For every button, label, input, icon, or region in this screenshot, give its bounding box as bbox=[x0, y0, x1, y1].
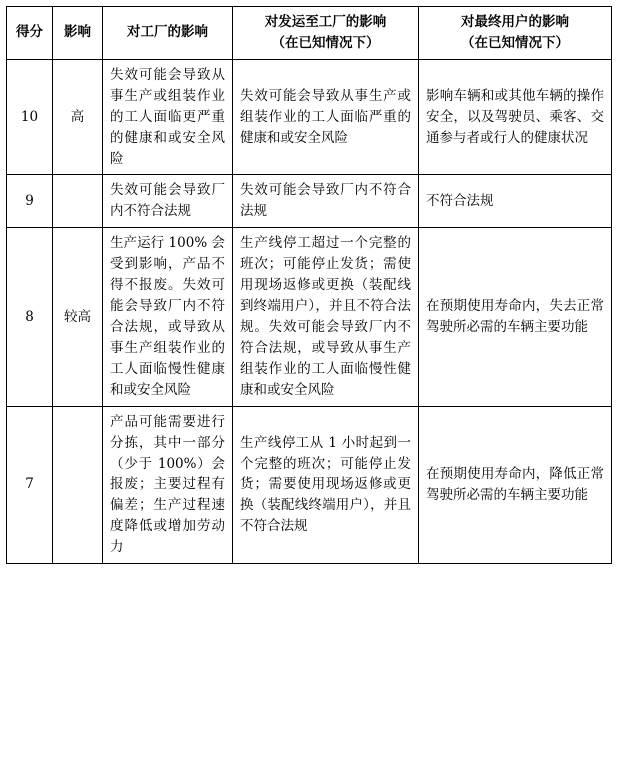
table-row bbox=[7, 228, 612, 406]
row-ship-impact: 失效可能会导致厂内不符合法规 bbox=[233, 175, 419, 228]
header-ship-to-plant-impact bbox=[233, 7, 419, 60]
row-user-impact: 在预期使用寿命内，失去正常驾驶所必需的车辆主要功能 bbox=[419, 228, 612, 406]
row-effect: 高 bbox=[53, 59, 103, 175]
row-score: 9 bbox=[7, 175, 53, 228]
row-plant-impact: 产品可能需要进行分拣，其中一部分（少于 100%）会报废；主要过程有偏差；生产过程速度降低或增加劳动力 bbox=[103, 406, 233, 563]
row-plant-impact: 失效可能会导致从事生产或组装作业的工人面临更严重的健康和或安全风险 bbox=[103, 59, 233, 175]
fmea-severity-table bbox=[6, 6, 612, 564]
row-ship-impact: 生产线停工从 1 小时起到一个完整的班次；可能停止发货；需要使用现场返修或更换（装配线终端用户），并且不符合法规 bbox=[233, 406, 419, 563]
row-effect bbox=[53, 175, 103, 228]
table-row bbox=[7, 406, 612, 563]
header-effect-line1: 影响 bbox=[64, 24, 91, 41]
header-plant-impact bbox=[103, 7, 233, 60]
row-ship-impact: 生产线停工超过一个完整的班次；可能停止发货；需使用现场返修或更换（装配线到终端用户），并且不符合法规。失效可能会导致厂内不符合法规，或导致从事生产组装作业的工人面临慢性健康和或安全风险 bbox=[233, 228, 419, 406]
row-effect: 较高 bbox=[53, 228, 103, 406]
row-effect bbox=[53, 406, 103, 563]
row-user-impact: 影响车辆和或其他车辆的操作安全，以及驾驶员、乘客、交通参与者或行人的健康状况 bbox=[419, 59, 612, 175]
table-row bbox=[7, 175, 612, 228]
table-row bbox=[7, 59, 612, 175]
row-user-impact: 不符合法规 bbox=[419, 175, 612, 228]
row-score: 10 bbox=[7, 59, 53, 175]
header-plant-impact-line1: 对工厂的影响 bbox=[127, 24, 208, 41]
header-user-line2: （在已知情况下） bbox=[461, 34, 569, 51]
row-plant-impact: 生产运行 100% 会受到影响，产品不得不报废。失效可能会导致厂内不符合法规，或导致从事生产组装作业的工人面临慢性健康和或安全风险 bbox=[103, 228, 233, 406]
header-score bbox=[7, 7, 53, 60]
header-ship-line1: 对发运至工厂的影响 bbox=[264, 14, 387, 30]
document-page bbox=[0, 6, 617, 757]
header-end-user-impact bbox=[419, 7, 612, 60]
row-user-impact: 在预期使用寿命内，降低正常驾驶所必需的车辆主要功能 bbox=[419, 406, 612, 563]
header-score-line1: 得分 bbox=[16, 24, 43, 41]
row-score: 7 bbox=[7, 406, 53, 563]
table-header-row bbox=[7, 7, 612, 60]
row-score: 8 bbox=[7, 228, 53, 406]
header-ship-line2: （在已知情况下） bbox=[271, 34, 380, 51]
header-user-line1: 对最终用户的影响 bbox=[461, 14, 569, 30]
row-plant-impact: 失效可能会导致厂内不符合法规 bbox=[103, 175, 233, 228]
row-ship-impact: 失效可能会导致从事生产或组装作业的工人面临严重的健康和或安全风险 bbox=[233, 59, 419, 175]
header-effect bbox=[53, 7, 103, 60]
